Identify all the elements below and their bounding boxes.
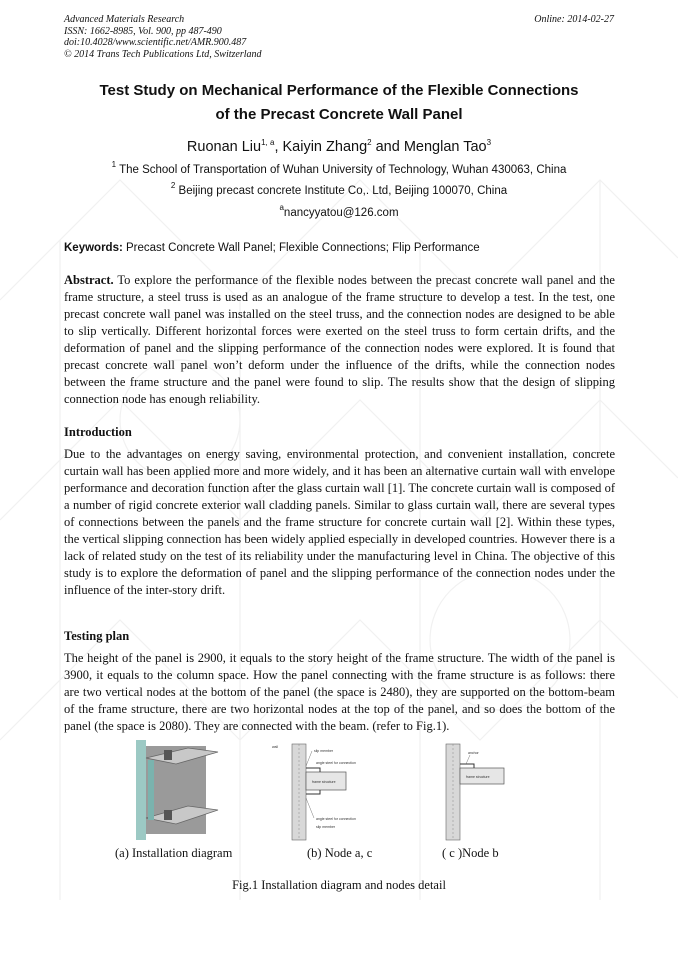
caption-b: (b) Node a, c (307, 846, 373, 860)
leader-line (306, 751, 312, 766)
keywords-text: Precast Concrete Wall Panel; Flexible Connections; Flip Performance (126, 242, 480, 254)
leader-line (466, 755, 470, 764)
section-heading-testing-plan: Testing plan (64, 629, 130, 643)
column-edge (148, 760, 154, 820)
label-wall: wall (272, 745, 279, 749)
keywords-label: Keywords: (64, 242, 123, 254)
steel-column (136, 740, 146, 840)
angle-steel-bottom (306, 790, 320, 794)
section-heading-introduction: Introduction (64, 425, 132, 439)
label-angle-steel-2: angle steel for connection (316, 817, 356, 821)
author-list (0, 139, 678, 155)
affiliation-1 (0, 160, 678, 176)
figure-caption: Fig.1 Installation diagram and nodes detail (232, 878, 446, 892)
affiliation-text: Beijing precast concrete Institute Co,. Ltd, Beijing 100070, China (178, 185, 508, 197)
affiliation-2 (0, 181, 678, 197)
author-separator: , (274, 139, 283, 155)
label-slip-member: slip member (314, 749, 334, 753)
corresponding-email (0, 203, 678, 219)
email-text: nancyyatou@126.com (283, 207, 399, 219)
label-frame-structure: frame structure (466, 775, 490, 779)
affiliation-mark: 2 (170, 181, 176, 190)
connection-node (164, 810, 172, 820)
caption-a: (a) Installation diagram (115, 846, 233, 860)
angle-steel-top (306, 768, 320, 772)
issn-line: ISSN: 1662-8985, Vol. 900, pp 487-490 (64, 25, 222, 37)
connection-node (164, 750, 172, 760)
anchor-plate (460, 764, 474, 768)
keywords (64, 242, 480, 254)
abstract-label: Abstract. (64, 273, 114, 287)
caption-c: ( c )Node b (442, 846, 499, 860)
author-affiliation-mark: 2 (367, 138, 372, 147)
affiliation-mark: 1 (111, 160, 117, 169)
testing-plan-paragraph: The height of the panel is 2900, it equals to the story height of the frame structure. The width of the panel is 3900, it equals to the column space. How the panel connecting with the frame structure is as follows: there are two vertical nodes at the bottom of the panel (the space is 2480), they are supported on the bottom-beam of the frame structure, there are two horizontal nodes at the top of the panel, and so does the bottom of the panel (the space is 2080). They are connected with the beam. (refer to Fig.1). (64, 651, 615, 733)
journal-header (64, 14, 262, 60)
label-angle-steel: angle steel for connection (316, 761, 356, 765)
label-frame-structure: frame structure (312, 780, 336, 784)
leader-line (306, 798, 314, 818)
journal-name: Advanced Materials Research (64, 14, 185, 25)
affiliation-text: The School of Transportation of Wuhan University of Technology, Wuhan 430063, China (119, 164, 567, 176)
abstract (64, 272, 615, 408)
paper-title-line-1: Test Study on Mechanical Performance of the Flexible Connections (99, 82, 579, 99)
figure-c-node-detail (432, 742, 544, 842)
author-affiliation-mark: 3 (486, 138, 492, 147)
abstract-text: To explore the performance of the flexible nodes between the precast concrete wall panel and the frame structure, a steel truss is used as an analogue of the frame structure to develop a test. In the test, one precast concrete wall panel was installed on the steel truss, and the connection nodes are designed to be able to slip vertically. Different horizontal forces were exerted on the steel truss to form certain drifts, and the deformation of panel and the slipping performance of the connection nodes were explored. It is found that precast concrete wall panel won’t deform under the influence of the drifts, while the connection nodes between the frame structure and the panel were found to slip. The results show that the design of slipping connection node has enough reliability. (64, 273, 615, 406)
email-mark: a (279, 203, 284, 212)
author-name: Menglan Tao (403, 139, 487, 155)
author-name: Kaiyin Zhang (282, 139, 368, 155)
figure-a-installation-diagram (118, 740, 230, 840)
author-name: Ruonan Liu (186, 139, 262, 155)
doi-line: doi:10.4028/www.scientific.net/AMR.900.487 (64, 37, 247, 48)
label-anchor: anchor (468, 751, 479, 755)
paper-title-line-2: of the Precast Concrete Wall Panel (215, 106, 463, 123)
label-slip-member-2: slip member (316, 825, 336, 829)
introduction-paragraph: Due to the advantages on energy saving, environmental protection, and convenient installation, concrete curtain wall has been applied more and more widely, and it has been an alternative curtain wall with envelope performance and decoration function after the glass curtain wall [1]. The concrete curtain wall is composed of a number of rigid concrete exterior wall cladding panels. Similar to glass curtain wall, there are several types of connections between the panels and the frame structure for concrete curtain wall [2]. Within these types, the vertical slipping connection has been widely applied especially in developed countries. However there is a lack of related study on the test of its reliability under the manufacturing level in China. The objective of this study is to explore the deformation of panel and the slipping performance of the connection nodes under the influence of the inter-story drift. (64, 447, 615, 597)
author-affiliation-mark: 1, a (261, 138, 275, 147)
copyright-line: © 2014 Trans Tech Publications Ltd, Switzerland (64, 48, 262, 60)
author-separator: and (371, 139, 404, 155)
online-date: Online: 2014-02-27 (534, 14, 614, 25)
figure-b-node-detail (272, 742, 384, 842)
